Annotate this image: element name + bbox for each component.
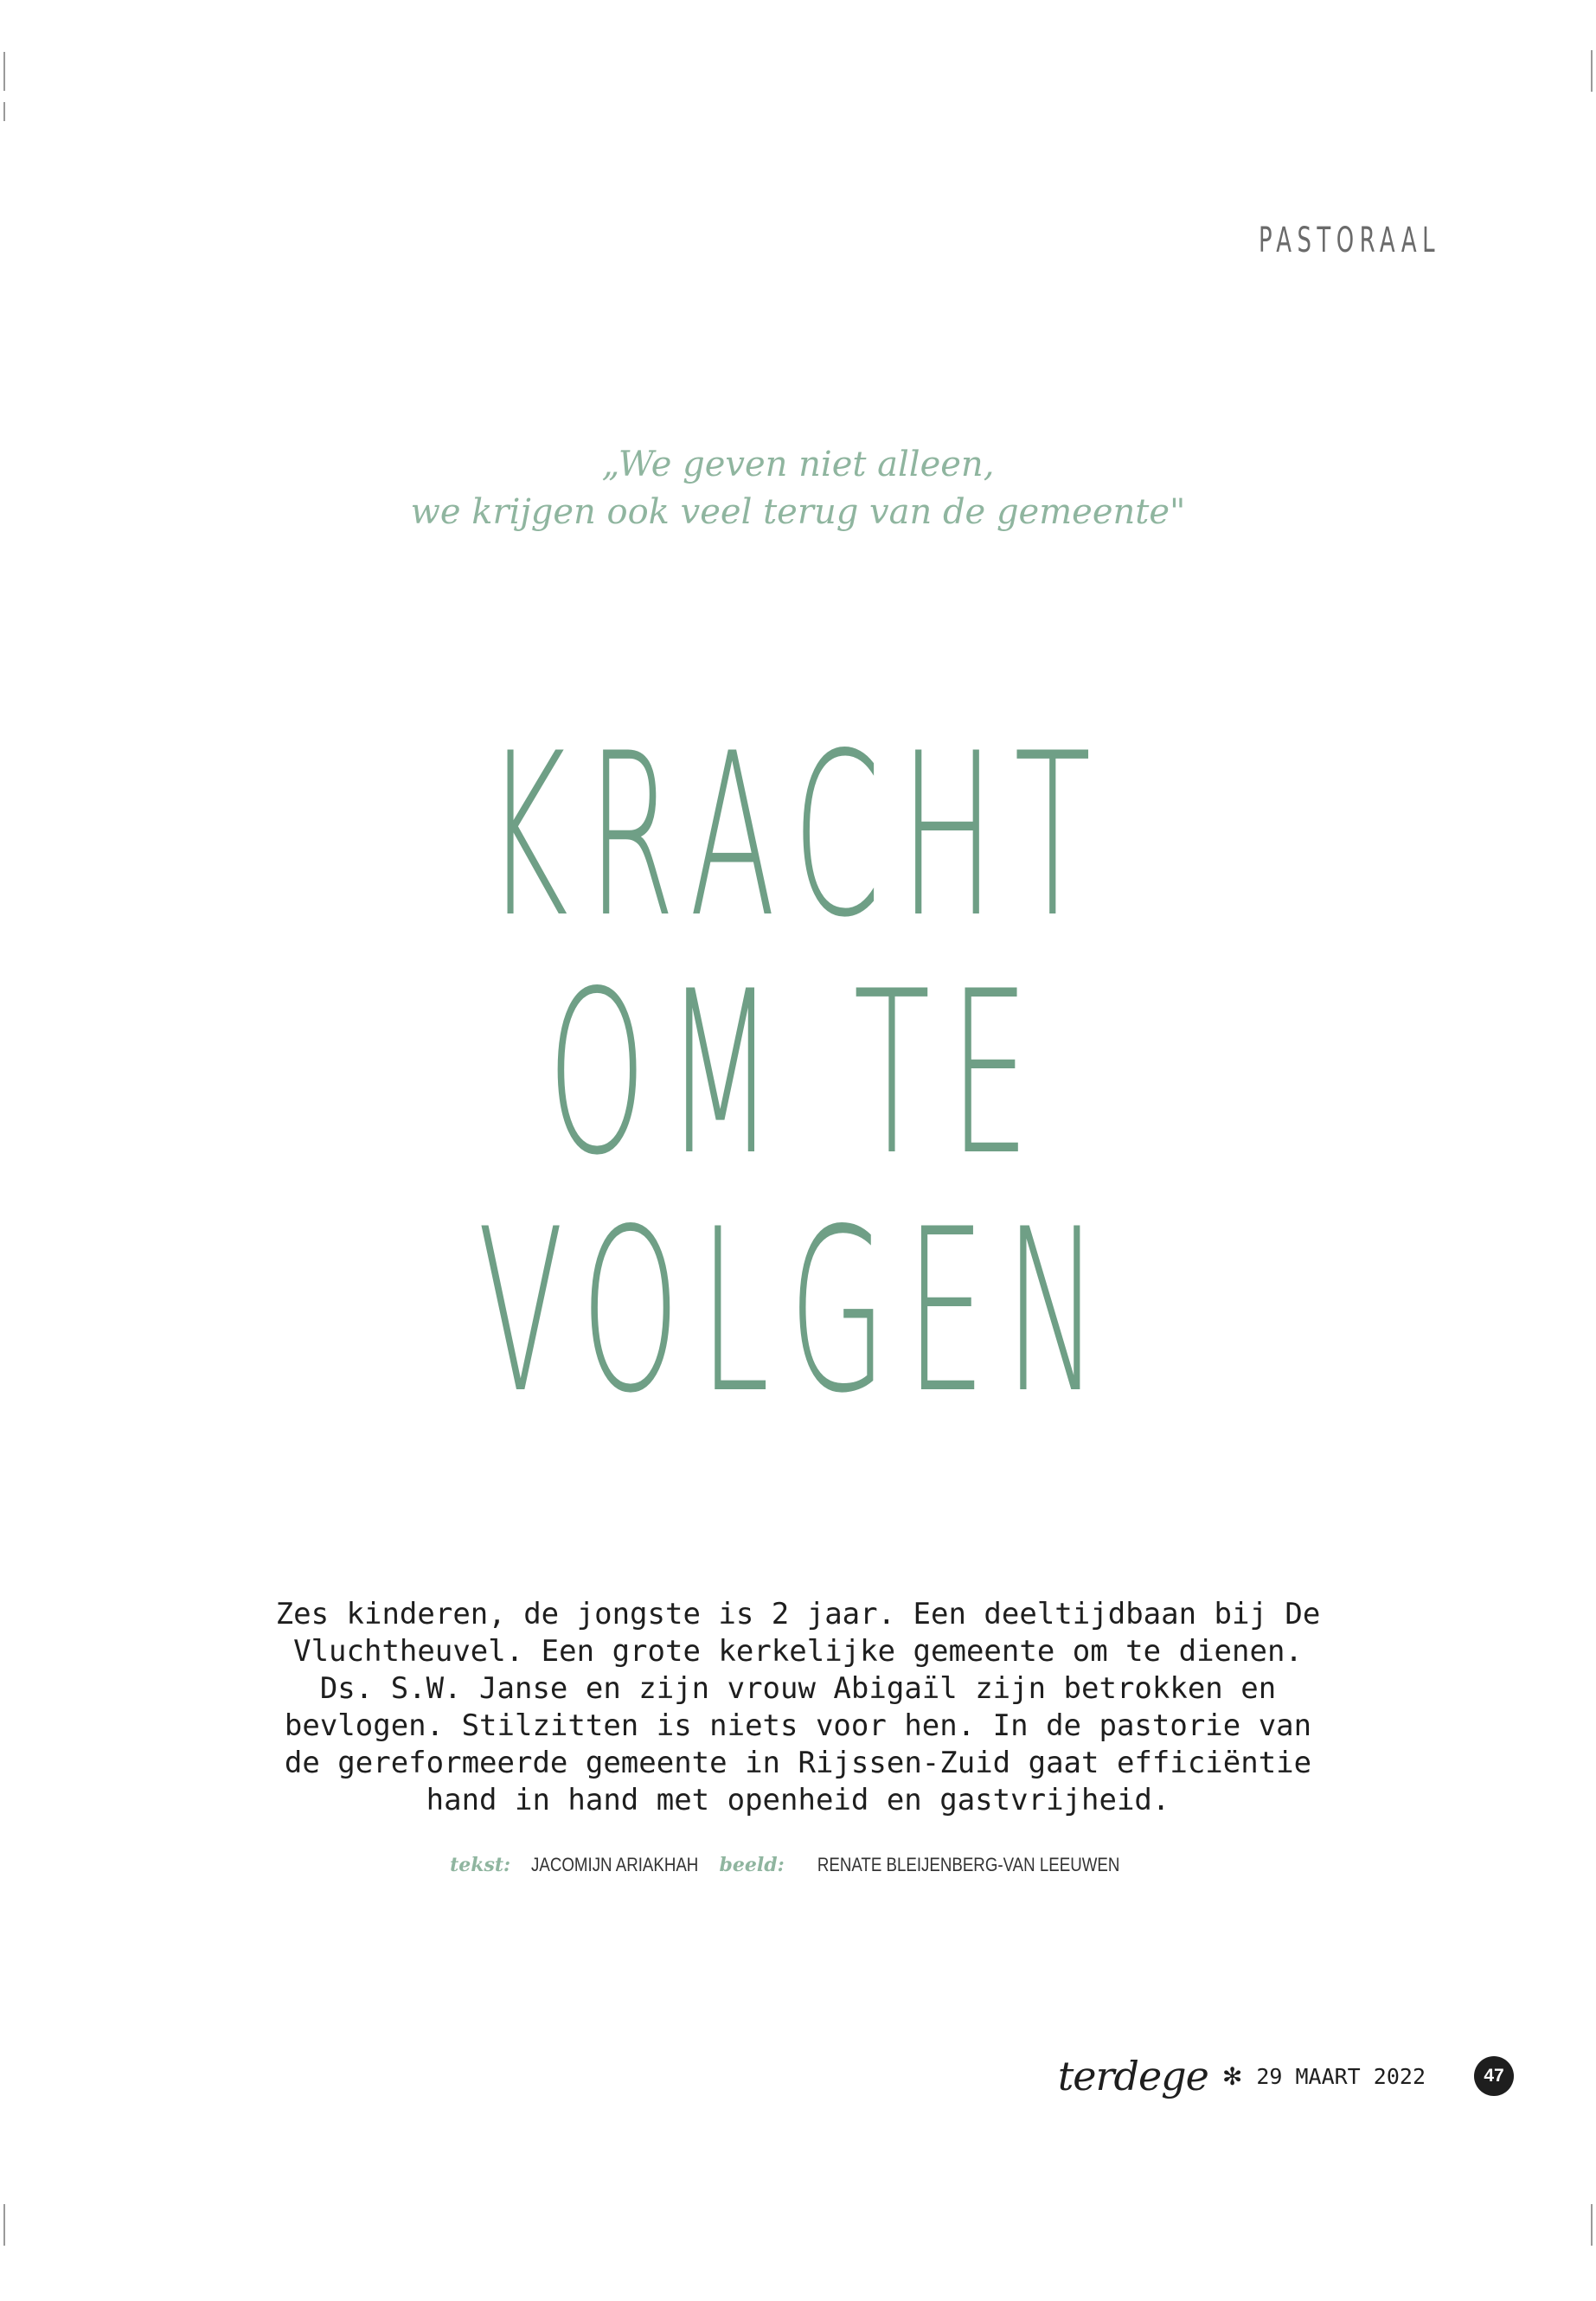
magazine-logo: terdege bbox=[1057, 2053, 1208, 2099]
byline bbox=[0, 1854, 1596, 1876]
headline-line-3: VOLGEN bbox=[478, 1182, 1118, 1443]
text-credit-label: tekst: bbox=[450, 1854, 511, 1876]
section-label: PASTORAAL bbox=[1259, 221, 1440, 260]
crop-mark-top-left-2 bbox=[3, 102, 5, 121]
headline bbox=[0, 706, 1596, 1443]
crop-mark-top-right bbox=[1591, 50, 1593, 92]
text-credit-author: JACOMIJN ARIAKHAH bbox=[531, 1854, 699, 1875]
headline-line-2: OM TE bbox=[547, 944, 1049, 1205]
intro-line-1: Zes kinderen, de jongste is 2 jaar. Een deeltijdbaan bij De bbox=[275, 1597, 1321, 1631]
intro-line-6: hand in hand met openheid en gastvrijheid. bbox=[426, 1783, 1170, 1817]
pull-quote bbox=[363, 441, 1233, 536]
pull-quote-line-1: „We geven niet alleen, bbox=[601, 445, 995, 484]
crop-mark-bottom-right bbox=[1591, 2204, 1593, 2246]
pull-quote-line-2: we krijgen ook veel terug van de gemeente" bbox=[410, 492, 1186, 532]
asterisk-icon: ✻ bbox=[1221, 2061, 1243, 2091]
headline-line-1: KRACHT bbox=[485, 706, 1111, 967]
intro-line-2: Vluchtheuvel. Een grote kerkelijke gemeente om te dienen. bbox=[293, 1634, 1303, 1669]
page-number: 47 bbox=[1474, 2056, 1514, 2096]
intro-line-3: Ds. S.W. Janse en zijn vrouw Abigaïl zijn betrokken en bbox=[319, 1671, 1277, 1706]
crop-mark-top-left bbox=[3, 52, 5, 91]
page-footer bbox=[1058, 2050, 1514, 2102]
intro-line-4: bevlogen. Stilzitten is niets voor hen. In de pastorie van bbox=[284, 1708, 1312, 1743]
intro-line-5: de gereformeerde gemeente in Rijssen-Zuid gaat efficiëntie bbox=[284, 1746, 1312, 1780]
photo-credit-label: beeld: bbox=[719, 1854, 785, 1876]
issue-date: 29 MAART 2022 bbox=[1256, 2063, 1426, 2089]
intro-paragraph bbox=[251, 1596, 1345, 1819]
crop-mark-bottom-left bbox=[3, 2204, 5, 2246]
photo-credit-author: RENATE BLEIJENBERG-VAN LEEUWEN bbox=[817, 1854, 1120, 1875]
